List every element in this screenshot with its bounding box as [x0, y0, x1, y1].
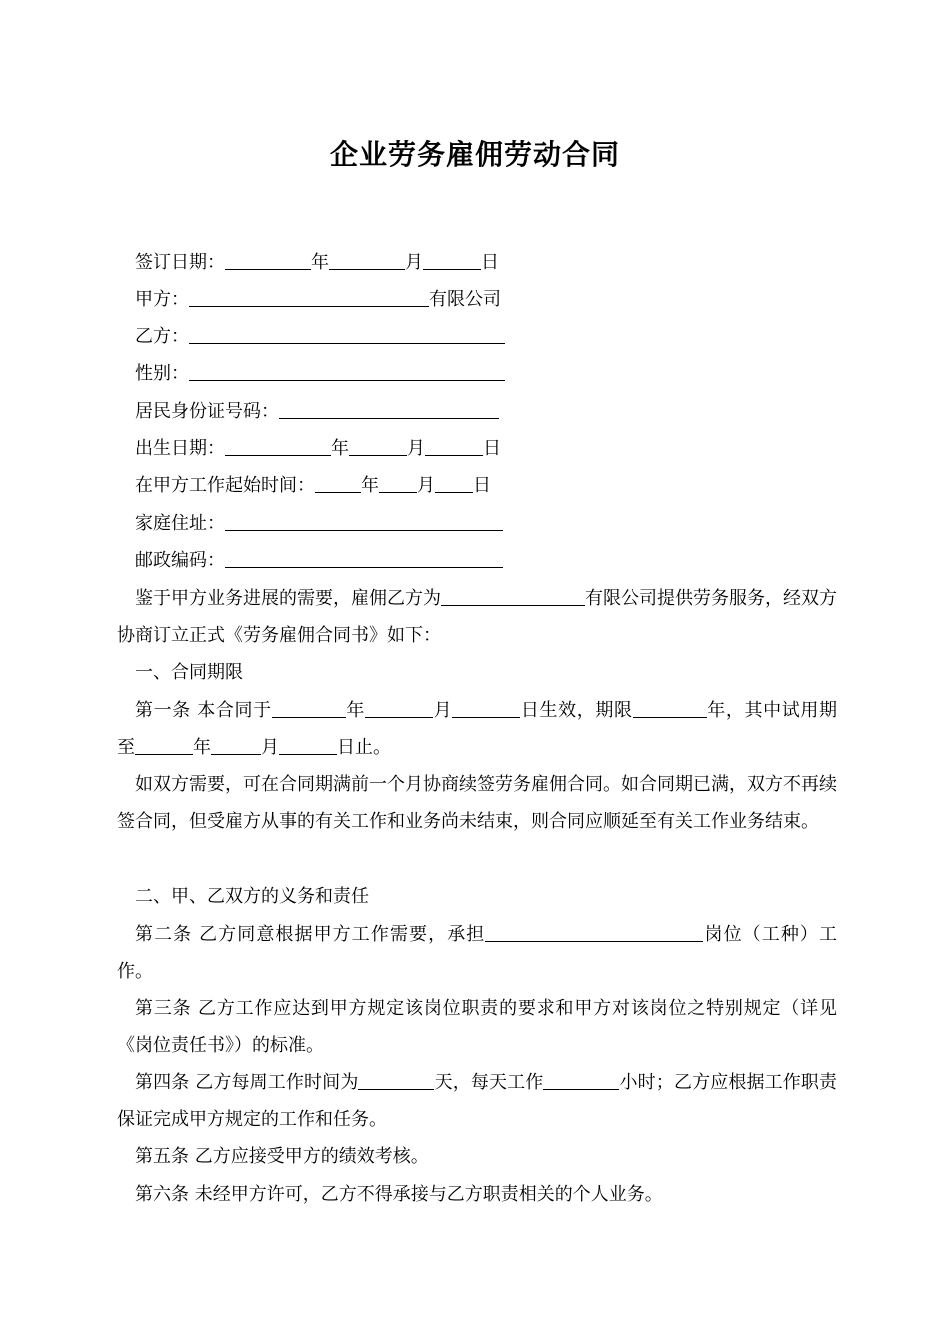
postcode-blank[interactable]: [225, 549, 503, 568]
sign-year-blank[interactable]: [225, 251, 311, 270]
art1-term-blank[interactable]: [633, 699, 707, 718]
art1-day-blank[interactable]: [452, 699, 520, 718]
sign-date-row: 签订日期： 年 月 日: [135, 252, 499, 273]
art1-trial-year-blank[interactable]: [135, 736, 193, 755]
article-6: 第六条 未经甲方许可，乙方不得承接与乙方职责相关的个人业务。: [135, 1184, 663, 1205]
start-month-blank[interactable]: [379, 474, 417, 493]
id-label: 居民身份证号码：: [135, 401, 279, 422]
start-row: 在甲方工作起始时间： 年 月 日: [135, 475, 491, 496]
party-b-row: [135, 325, 505, 349]
section1-heading: 一、合同期限: [135, 662, 243, 683]
intro-company-blank[interactable]: [441, 587, 585, 606]
start-day-blank[interactable]: [435, 474, 473, 493]
id-row: [135, 400, 499, 424]
address-row: [135, 512, 503, 536]
start-year-blank[interactable]: [315, 474, 361, 493]
document-title: 企业劳务雇佣劳动合同: [329, 138, 620, 171]
art1-year-blank[interactable]: [272, 699, 346, 718]
party-a-label: 甲方：: [135, 289, 189, 310]
section2-heading: 二、甲、乙双方的义务和责任: [135, 886, 369, 907]
article-4: 第四条 乙方每周工作时间为 天，每天工作 小时；乙方应根据工作职责保证完成甲方规定的工作和任务。: [117, 1072, 838, 1130]
party-b-label: 乙方：: [135, 326, 189, 347]
birth-year-blank[interactable]: [225, 437, 331, 456]
art1-trial-month-blank[interactable]: [211, 736, 261, 755]
article-2: 第二条 乙方同意根据甲方工作需要，承担 岗位（工种）工作。: [117, 924, 838, 982]
article-1: 第一条 本合同于 年 月 日生效，期限 年，其中试用期至 年 月 日止。: [117, 700, 838, 758]
sign-day-blank[interactable]: [423, 251, 481, 270]
art4-hours-blank[interactable]: [543, 1071, 619, 1090]
article-3: 第三条 乙方工作应达到甲方规定该岗位职责的要求和甲方对该岗位之特别规定（详见《岗位责任书》）的标准。: [117, 998, 837, 1056]
birth-label: 出生日期：: [135, 438, 225, 459]
sign-date-label: 签订日期：: [135, 252, 225, 273]
gender-row: [135, 362, 505, 386]
id-blank[interactable]: [279, 400, 499, 419]
gender-blank[interactable]: [189, 362, 505, 381]
birth-month-blank[interactable]: [349, 437, 407, 456]
party-a-row: [135, 288, 501, 312]
party-b-blank[interactable]: [189, 325, 505, 344]
party-a-blank[interactable]: [189, 288, 429, 307]
art1-month-blank[interactable]: [365, 699, 433, 718]
intro-paragraph: 鉴于甲方业务进展的需要，雇佣乙方为 有限公司提供劳务服务，经双方协商订立正式《劳务雇佣合同书》如下：: [117, 588, 837, 646]
renewal-paragraph: 如双方需要，可在合同期满前一个月协商续签劳务雇佣合同。如合同期已满，双方不再续签合同，但受雇方从事的有关工作和业务尚未结束，则合同应顺延至有关工作业务结束。: [117, 774, 837, 832]
art1-trial-day-blank[interactable]: [279, 736, 337, 755]
birth-day-blank[interactable]: [425, 437, 483, 456]
start-label: 在甲方工作起始时间：: [135, 475, 315, 496]
address-label: 家庭住址：: [135, 513, 225, 534]
birth-row: 出生日期： 年 月 日: [135, 438, 501, 459]
company-suffix: 有限公司: [429, 289, 501, 310]
postcode-row: [135, 549, 503, 573]
art4-days-blank[interactable]: [358, 1071, 434, 1090]
gender-label: 性别：: [135, 363, 189, 384]
postcode-label: 邮政编码：: [135, 550, 225, 571]
address-blank[interactable]: [225, 512, 503, 531]
article-5: 第五条 乙方应接受甲方的绩效考核。: [135, 1146, 429, 1167]
art2-position-blank[interactable]: [485, 923, 703, 942]
sign-month-blank[interactable]: [329, 251, 405, 270]
